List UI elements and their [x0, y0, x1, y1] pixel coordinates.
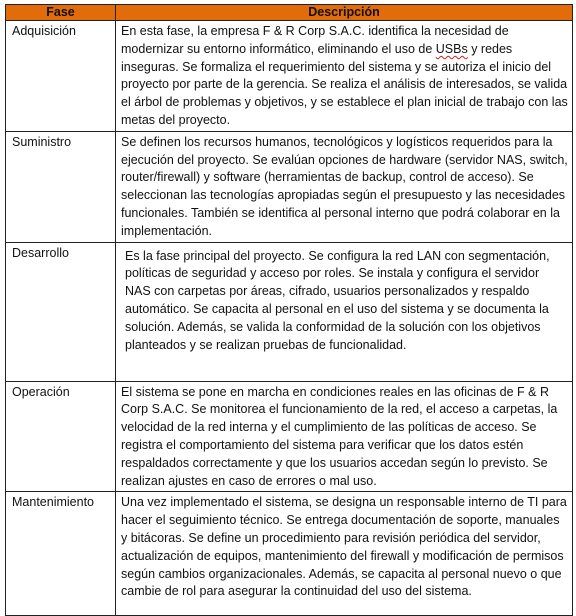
description-text: y redes inseguras. Se formaliza el requerimiento del sistema y se autoriza el inicio del proyecto por parte de la gerencia. Se realiza el análisis de interesados, se valida el árbol de problemas y objetivos, y se establece el plan inicial de trabajo con las metas del proyecto.: [121, 41, 568, 127]
description-cell: Se definen los recursos humanos, tecnológicos y logísticos requeridos para la ejecución del proyecto. Se evalúan opciones de hardware (servidor NAS, switch, router/firewall) y software (herramientas de backup, control de acceso). Se seleccionan las tecnologías apropiadas según el presupuesto y las necesidades funcionales. También se identifica al personal interno que podrá colaborar en la implementación.: [116, 131, 573, 242]
phase-cell: Adquisición: [6, 21, 116, 132]
table-row: [6, 492, 573, 616]
description-cell: El sistema se pone en marcha en condiciones reales en las oficinas de F & R Corp S.A.C. Se monitorea el funcionamiento de la red, el acceso a carpetas, la velocidad de la red interna y el cumplimiento de las políticas de acceso. Se registra el comportamiento del sistema para verificar que los datos estén respaldados correctamente y que los usuarios accedan según lo previsto. Se realizan ajustes en caso de errores o mal uso.: [116, 381, 573, 492]
phase-cell: Operación: [6, 381, 116, 492]
spellcheck-flagged-word: USBs: [435, 41, 468, 56]
phase-cell: Desarrollo: [6, 242, 116, 381]
description-text: En esta fase, la empresa F & R Corp S.A.C. identifica la necesidad de modernizar su entorno informático, eliminando el uso de: [121, 24, 509, 56]
header-description: Descripción: [116, 5, 573, 21]
phase-cell: Mantenimiento: [6, 492, 116, 616]
description-cell: [116, 21, 573, 132]
table-row: [6, 21, 573, 132]
description-cell: Una vez implementado el sistema, se designa un responsable interno de TI para hacer el seguimiento técnico. Se entrega documentación de soporte, manuales y bitácoras. Se define un procedimiento para revisión periódica del servidor, actualización de equipos, mantenimiento del firewall y modificación de permisos según cambios organizacionales. Además, se capacita al personal nuevo o que cambie de rol para asegurar la continuidad del uso del sistema.: [116, 492, 573, 616]
lifecycle-phases-table: [5, 4, 573, 616]
table-row: [6, 131, 573, 242]
phase-cell: Suministro: [6, 131, 116, 242]
table-header-row: [6, 5, 573, 21]
table-row: [6, 242, 573, 381]
header-phase: Fase: [6, 5, 116, 21]
table-row: [6, 381, 573, 492]
description-cell: Es la fase principal del proyecto. Se configura la red LAN con segmentación, políticas de seguridad y acceso por roles. Se instala y configura el servidor NAS con carpetas por áreas, cifrado, usuarios personalizados y respaldo automático. Se capacita al personal en el uso del sistema y se documenta la solución. Además, se valida la conformidad de la solución con los objetivos planteados y se realizan pruebas de funcionalidad.: [116, 242, 573, 381]
